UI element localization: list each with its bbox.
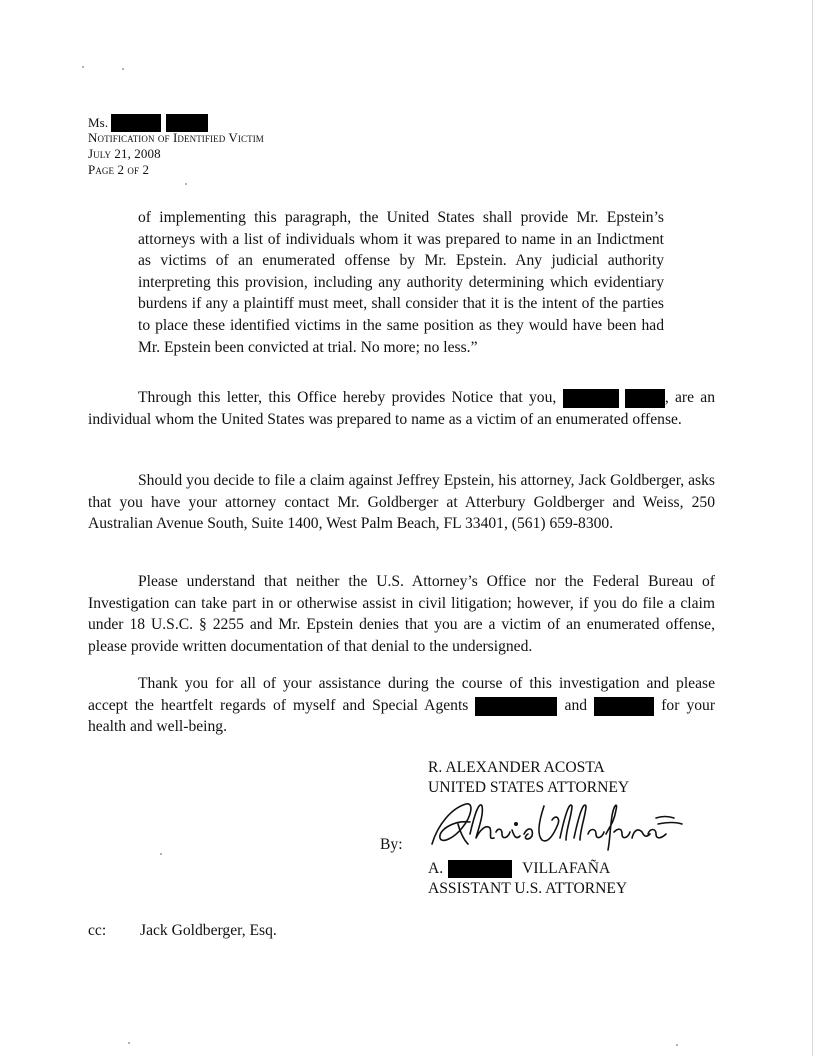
paragraph-thanks-lead: Thank you for all of your assistance during the course of this investigation and please accept the heartfelt regards of myself and Special Agents <box>88 675 715 714</box>
paragraph-notice-lead: Through this letter, this Office hereby provides Notice that you, <box>138 389 557 406</box>
scan-speck <box>122 68 124 70</box>
paragraph-notice <box>88 387 715 430</box>
officer-surname: VILLAFAÑA <box>522 860 611 877</box>
paragraph-thanks-and: and <box>564 696 588 714</box>
page-number: Page 2 of 2 <box>88 162 150 177</box>
quoted-paragraph <box>138 207 664 358</box>
paragraph-civil-litigation <box>88 571 715 657</box>
paragraph-claim-text: Should you decide to file a claim against Jeffrey Epstein, his attorney, Jack Goldberger, asks that you have your attorney contact Mr. Goldberger at Atterbury Goldberger and Weiss, 250 Australian Avenue South, Suite 1400, West Palm Beach, FL 33401, (561) 659-8300. <box>88 472 715 533</box>
officer-title: ASSISTANT U.S. ATTORNEY <box>428 880 628 897</box>
quoted-paragraph-text: of implementing this paragraph, the United States shall provide Mr. Epstein’s attorneys with a list of individuals whom it was prepared to name in an Indictment as victims of an enumerated offense by Mr. Epstein. Any judicial authority interpreting this provision, including any authority determining which evidentiary burdens if any a plaintiff must meet, shall consider that it is the intent of the parties to place these identified victims in the same position as they would have been had Mr. Epstein been convicted at trial. No more; no less.” <box>138 209 664 356</box>
notice-title: Notification of Identified Victim <box>88 130 264 145</box>
paragraph-notice-tail: , are an individual whom the United States was prepared to name as a victim of an enumerated offense. <box>88 389 715 428</box>
officer-initial: A. <box>428 860 444 877</box>
redaction-agent-one <box>475 697 557 716</box>
scan-speck <box>128 1042 130 1044</box>
scan-speck <box>160 853 162 855</box>
redaction-officer-name <box>448 860 512 878</box>
salutation: Ms. <box>88 115 109 130</box>
redaction-victim-last <box>625 389 665 408</box>
redaction-victim-first <box>563 389 619 408</box>
attorney-name: R. ALEXANDER ACOSTA <box>428 759 605 776</box>
cc-label: cc: <box>88 922 107 939</box>
attorney-title: UNITED STATES ATTORNEY <box>428 779 630 796</box>
scan-speck <box>676 1044 678 1046</box>
letter-date: July 21, 2008 <box>88 146 161 161</box>
handwritten-signature <box>424 794 684 854</box>
scan-speck <box>185 183 187 185</box>
redaction-agent-two <box>594 697 654 716</box>
by-label: By: <box>380 836 403 853</box>
officer-name-line <box>428 858 610 879</box>
paragraph-thanks-tail: for your health and well-being. <box>88 696 716 736</box>
page-edge-line <box>812 0 813 1056</box>
cc-recipient: Jack Goldberger, Esq. <box>140 922 277 939</box>
cc-line <box>88 921 277 941</box>
paragraph-civil-litigation-text: Please understand that neither the U.S. Attorney’s Office nor the Federal Bureau of Investigation can take part in or otherwise assist in civil litigation; however, if you do file a claim under 18 U.S.C. § 2255 and Mr. Epstein denies that you are a victim of an enumerated offense, please provide written documentation of that denial to the undersigned. <box>88 573 715 655</box>
paragraph-thanks <box>88 673 715 738</box>
paragraph-claim <box>88 470 715 535</box>
scan-speck <box>82 66 84 68</box>
